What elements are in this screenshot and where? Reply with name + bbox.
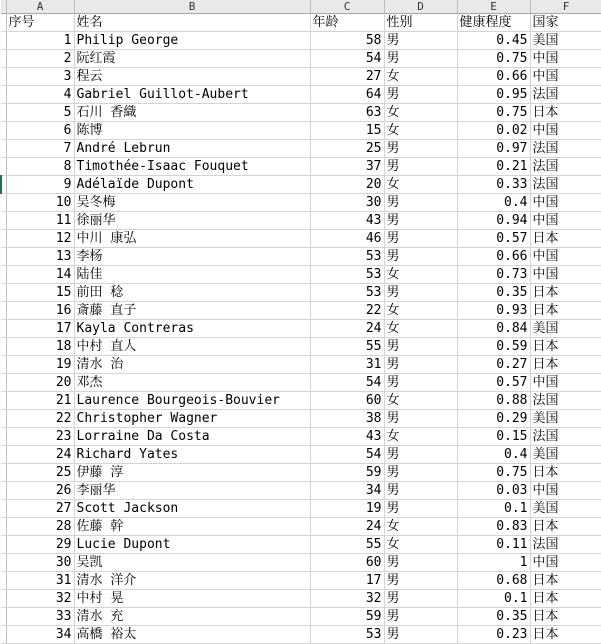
cell-health[interactable]: 0.27	[457, 356, 530, 374]
cell-age[interactable]: 43	[310, 212, 384, 230]
cell-name[interactable]: Gabriel Guillot-Aubert	[74, 86, 310, 104]
cell-name[interactable]: 前田 稔	[74, 284, 310, 302]
cell-index[interactable]: 12	[6, 230, 74, 248]
cell-country[interactable]: 日本	[530, 608, 601, 626]
cell-health[interactable]: 0.75	[457, 50, 530, 68]
cell-gender[interactable]: 女	[384, 68, 457, 86]
cell-name[interactable]: Lucie Dupont	[74, 536, 310, 554]
cell-age[interactable]: 31	[310, 356, 384, 374]
cell-index[interactable]: 1	[6, 32, 74, 50]
cell-name[interactable]: 程云	[74, 68, 310, 86]
cell-name[interactable]: 阮红霞	[74, 50, 310, 68]
cell-index[interactable]: 21	[6, 392, 74, 410]
cell-index[interactable]: 22	[6, 410, 74, 428]
cell-age[interactable]: 24	[310, 518, 384, 536]
table-row	[1, 284, 601, 302]
column-header-c[interactable]: C	[310, 0, 384, 14]
table-row	[1, 446, 601, 464]
cell-age[interactable]: 30	[310, 194, 384, 212]
cell-gender[interactable]: 女	[384, 266, 457, 284]
header-cell-health[interactable]: 健康程度	[457, 14, 530, 32]
cell-age[interactable]: 15	[310, 122, 384, 140]
cell-country[interactable]: 美国	[530, 320, 601, 338]
cell-country[interactable]: 日本	[530, 356, 601, 374]
cell-name[interactable]: Christopher Wagner	[74, 410, 310, 428]
table-row	[1, 428, 601, 446]
table-row	[1, 104, 601, 122]
cell-gender[interactable]: 男	[384, 194, 457, 212]
table-row	[1, 248, 601, 266]
cell-name[interactable]: 陈博	[74, 122, 310, 140]
cell-index[interactable]: 17	[6, 320, 74, 338]
cell-index[interactable]: 19	[6, 356, 74, 374]
cell-name[interactable]: 吴凯	[74, 554, 310, 572]
cell-country[interactable]: 美国	[530, 500, 601, 518]
cell-country[interactable]: 日本	[530, 230, 601, 248]
cell-country[interactable]: 日本	[530, 302, 601, 320]
cell-index[interactable]: 14	[6, 266, 74, 284]
cell-health[interactable]: 0.57	[457, 374, 530, 392]
table-row	[1, 302, 601, 320]
cell-gender[interactable]: 男	[384, 554, 457, 572]
cell-health[interactable]: 0.45	[457, 32, 530, 50]
cell-gender[interactable]: 男	[384, 248, 457, 266]
cell-name[interactable]: Kayla Contreras	[74, 320, 310, 338]
cell-index[interactable]: 33	[6, 608, 74, 626]
table-row	[1, 68, 601, 86]
cell-index[interactable]: 28	[6, 518, 74, 536]
cell-age[interactable]: 59	[310, 464, 384, 482]
cell-index[interactable]: 20	[6, 374, 74, 392]
cell-gender[interactable]: 女	[384, 392, 457, 410]
cell-gender[interactable]: 男	[384, 482, 457, 500]
cell-name[interactable]: 清水 充	[74, 608, 310, 626]
cell-index[interactable]: 6	[6, 122, 74, 140]
cell-country[interactable]: 中国	[530, 50, 601, 68]
cell-age[interactable]: 27	[310, 68, 384, 86]
table-row	[1, 158, 601, 176]
cell-health[interactable]: 0.11	[457, 536, 530, 554]
table-row	[1, 86, 601, 104]
cell-age[interactable]: 59	[310, 608, 384, 626]
cell-health[interactable]: 0.97	[457, 140, 530, 158]
table-row	[1, 410, 601, 428]
cell-health[interactable]: 0.94	[457, 212, 530, 230]
cell-health[interactable]: 0.84	[457, 320, 530, 338]
cell-index[interactable]: 29	[6, 536, 74, 554]
cell-name[interactable]: Scott Jackson	[74, 500, 310, 518]
cell-country[interactable]: 日本	[530, 284, 601, 302]
cell-gender[interactable]: 女	[384, 104, 457, 122]
cell-name[interactable]: 邓杰	[74, 374, 310, 392]
cell-gender[interactable]: 男	[384, 590, 457, 608]
cell-name[interactable]: 徐丽华	[74, 212, 310, 230]
cell-gender[interactable]: 男	[384, 86, 457, 104]
column-header-f[interactable]: F	[530, 0, 601, 14]
cell-gender[interactable]: 男	[384, 158, 457, 176]
cell-country[interactable]: 中国	[530, 482, 601, 500]
column-header-a[interactable]: A	[6, 0, 74, 14]
cell-health[interactable]: 0.66	[457, 68, 530, 86]
cell-health[interactable]: 0.23	[457, 626, 530, 644]
cell-country[interactable]: 法国	[530, 176, 601, 194]
cell-name[interactable]: 陆佳	[74, 266, 310, 284]
cell-age[interactable]: 54	[310, 446, 384, 464]
cell-country[interactable]: 中国	[530, 212, 601, 230]
cell-name[interactable]: 李杨	[74, 248, 310, 266]
cell-index[interactable]: 10	[6, 194, 74, 212]
cell-gender[interactable]: 男	[384, 140, 457, 158]
cell-index[interactable]: 27	[6, 500, 74, 518]
cell-age[interactable]: 60	[310, 392, 384, 410]
table-row	[1, 392, 601, 410]
cell-index[interactable]: 8	[6, 158, 74, 176]
cell-gender[interactable]: 男	[384, 626, 457, 644]
cell-age[interactable]: 32	[310, 590, 384, 608]
cell-country[interactable]: 美国	[530, 32, 601, 50]
cell-age[interactable]: 53	[310, 266, 384, 284]
cell-gender[interactable]: 女	[384, 518, 457, 536]
cell-age[interactable]: 64	[310, 86, 384, 104]
grid-body	[1, 14, 601, 644]
cell-country[interactable]: 日本	[530, 464, 601, 482]
cell-name[interactable]: 中村 直人	[74, 338, 310, 356]
cell-gender[interactable]: 男	[384, 212, 457, 230]
cell-gender[interactable]: 男	[384, 464, 457, 482]
cell-index[interactable]: 26	[6, 482, 74, 500]
cell-country[interactable]: 日本	[530, 518, 601, 536]
cell-country[interactable]: 日本	[530, 590, 601, 608]
cell-health[interactable]: 0.73	[457, 266, 530, 284]
table-row	[1, 230, 601, 248]
cell-country[interactable]: 日本	[530, 572, 601, 590]
cell-age[interactable]: 34	[310, 482, 384, 500]
cell-index[interactable]: 11	[6, 212, 74, 230]
cell-index[interactable]: 4	[6, 86, 74, 104]
cell-health[interactable]: 0.66	[457, 248, 530, 266]
cell-age[interactable]: 38	[310, 410, 384, 428]
cell-country[interactable]: 日本	[530, 104, 601, 122]
table-row	[1, 50, 601, 68]
cell-gender[interactable]: 男	[384, 608, 457, 626]
cell-health[interactable]: 0.88	[457, 392, 530, 410]
cell-name[interactable]: 清水 治	[74, 356, 310, 374]
cell-country[interactable]: 日本	[530, 338, 601, 356]
table-row	[1, 518, 601, 536]
cell-index[interactable]: 32	[6, 590, 74, 608]
cell-age[interactable]: 60	[310, 554, 384, 572]
table-row	[1, 554, 601, 572]
cell-age[interactable]: 53	[310, 248, 384, 266]
cell-country[interactable]: 美国	[530, 410, 601, 428]
cell-country[interactable]: 法国	[530, 140, 601, 158]
cell-health[interactable]: 0.59	[457, 338, 530, 356]
cell-gender[interactable]: 男	[384, 500, 457, 518]
column-header-d[interactable]: D	[384, 0, 457, 14]
cell-health[interactable]: 0.57	[457, 230, 530, 248]
column-header-b[interactable]: B	[74, 0, 310, 14]
cell-gender[interactable]: 女	[384, 122, 457, 140]
table-row	[1, 320, 601, 338]
header-cell-country[interactable]: 国家	[530, 14, 601, 32]
cell-health[interactable]: 0.93	[457, 302, 530, 320]
table-row	[1, 122, 601, 140]
cell-country[interactable]: 法国	[530, 428, 601, 446]
cell-index[interactable]: 18	[6, 338, 74, 356]
table-row	[1, 500, 601, 518]
cell-age[interactable]: 24	[310, 320, 384, 338]
table-row	[1, 212, 601, 230]
cell-country[interactable]: 中国	[530, 122, 601, 140]
cell-gender[interactable]: 男	[384, 32, 457, 50]
cell-country[interactable]: 法国	[530, 536, 601, 554]
cell-name[interactable]: André Lebrun	[74, 140, 310, 158]
cell-country[interactable]: 法国	[530, 86, 601, 104]
cell-age[interactable]: 58	[310, 32, 384, 50]
cell-health[interactable]: 0.33	[457, 176, 530, 194]
column-header-row	[1, 0, 601, 14]
cell-name[interactable]: 高橋 裕太	[74, 626, 310, 644]
cell-gender[interactable]: 男	[384, 230, 457, 248]
table-row	[1, 536, 601, 554]
cell-gender[interactable]: 男	[384, 374, 457, 392]
cell-age[interactable]: 17	[310, 572, 384, 590]
cell-name[interactable]: 斎藤 直子	[74, 302, 310, 320]
table-row	[1, 374, 601, 392]
cell-age[interactable]: 54	[310, 50, 384, 68]
cell-index[interactable]: 25	[6, 464, 74, 482]
cell-index[interactable]: 5	[6, 104, 74, 122]
header-cell-gender[interactable]: 性别	[384, 14, 457, 32]
cell-index[interactable]: 30	[6, 554, 74, 572]
cell-age[interactable]: 63	[310, 104, 384, 122]
cell-index[interactable]: 7	[6, 140, 74, 158]
table-row	[1, 482, 601, 500]
cell-country[interactable]: 美国	[530, 446, 601, 464]
cell-health[interactable]: 0.4	[457, 194, 530, 212]
header-cell-index[interactable]: 序号	[6, 14, 74, 32]
cell-name[interactable]: 中川 康弘	[74, 230, 310, 248]
table-row	[1, 176, 601, 194]
cell-health[interactable]: 0.1	[457, 590, 530, 608]
cell-gender[interactable]: 男	[384, 356, 457, 374]
cell-health[interactable]: 0.21	[457, 158, 530, 176]
cell-name[interactable]: Philip George	[74, 32, 310, 50]
cell-name[interactable]: Laurence Bourgeois-Bouvier	[74, 392, 310, 410]
cell-health[interactable]: 0.35	[457, 284, 530, 302]
cell-age[interactable]: 20	[310, 176, 384, 194]
cell-health[interactable]: 0.68	[457, 572, 530, 590]
header-cell-age[interactable]: 年龄	[310, 14, 384, 32]
cell-gender[interactable]: 男	[384, 572, 457, 590]
cell-gender[interactable]: 男	[384, 410, 457, 428]
cell-name[interactable]: 石川 香織	[74, 104, 310, 122]
table-row	[1, 608, 601, 626]
cell-gender[interactable]: 女	[384, 302, 457, 320]
cell-health[interactable]: 0.83	[457, 518, 530, 536]
cell-name[interactable]: 伊藤 淳	[74, 464, 310, 482]
cell-health[interactable]: 1	[457, 554, 530, 572]
cell-name[interactable]: 佐藤 幹	[74, 518, 310, 536]
table-row	[1, 590, 601, 608]
table-row	[1, 266, 601, 284]
cell-age[interactable]: 55	[310, 536, 384, 554]
table-row	[1, 338, 601, 356]
cell-health[interactable]: 0.35	[457, 608, 530, 626]
header-row	[1, 14, 601, 32]
cell-age[interactable]: 22	[310, 302, 384, 320]
header-cell-name[interactable]: 姓名	[74, 14, 310, 32]
cell-index[interactable]: 9	[6, 176, 74, 194]
cell-gender[interactable]: 女	[384, 176, 457, 194]
cell-country[interactable]: 中国	[530, 266, 601, 284]
cell-age[interactable]: 53	[310, 626, 384, 644]
cell-name[interactable]: Timothée-Isaac Fouquet	[74, 158, 310, 176]
cell-index[interactable]: 3	[6, 68, 74, 86]
cell-age[interactable]: 25	[310, 140, 384, 158]
cell-health[interactable]: 0.75	[457, 104, 530, 122]
cell-country[interactable]: 日本	[530, 626, 601, 644]
cell-name[interactable]: Lorraine Da Costa	[74, 428, 310, 446]
cell-name[interactable]: 吴冬梅	[74, 194, 310, 212]
cell-gender[interactable]: 女	[384, 536, 457, 554]
cell-country[interactable]: 法国	[530, 158, 601, 176]
table-row	[1, 194, 601, 212]
cell-index[interactable]: 23	[6, 428, 74, 446]
cell-age[interactable]: 53	[310, 284, 384, 302]
cell-age[interactable]: 37	[310, 158, 384, 176]
cell-gender[interactable]: 男	[384, 50, 457, 68]
cell-name[interactable]: 清水 洋介	[74, 572, 310, 590]
cell-health[interactable]: 0.02	[457, 122, 530, 140]
cell-country[interactable]: 中国	[530, 554, 601, 572]
cell-index[interactable]: 34	[6, 626, 74, 644]
cell-age[interactable]: 19	[310, 500, 384, 518]
cell-name[interactable]: 中村 晃	[74, 590, 310, 608]
cell-health[interactable]: 0.4	[457, 446, 530, 464]
table-row	[1, 572, 601, 590]
table-row	[1, 626, 601, 644]
cell-health[interactable]: 0.95	[457, 86, 530, 104]
cell-age[interactable]: 54	[310, 374, 384, 392]
cell-gender[interactable]: 男	[384, 338, 457, 356]
table-row	[1, 464, 601, 482]
cell-country[interactable]: 中国	[530, 68, 601, 86]
cell-country[interactable]: 中国	[530, 194, 601, 212]
cell-age[interactable]: 55	[310, 338, 384, 356]
cell-gender[interactable]: 男	[384, 284, 457, 302]
table-row	[1, 32, 601, 50]
column-header-e[interactable]: E	[457, 0, 530, 14]
cell-health[interactable]: 0.75	[457, 464, 530, 482]
cell-index[interactable]: 2	[6, 50, 74, 68]
cell-health[interactable]: 0.15	[457, 428, 530, 446]
cell-age[interactable]: 46	[310, 230, 384, 248]
cell-index[interactable]: 16	[6, 302, 74, 320]
cell-name[interactable]: Adélaïde Dupont	[74, 176, 310, 194]
cell-country[interactable]: 法国	[530, 392, 601, 410]
cell-gender[interactable]: 女	[384, 320, 457, 338]
cell-gender[interactable]: 男	[384, 446, 457, 464]
cell-health[interactable]: 0.03	[457, 482, 530, 500]
cell-index[interactable]: 15	[6, 284, 74, 302]
cell-index[interactable]: 13	[6, 248, 74, 266]
cell-index[interactable]: 31	[6, 572, 74, 590]
cell-index[interactable]: 24	[6, 446, 74, 464]
cell-gender[interactable]: 女	[384, 428, 457, 446]
cell-country[interactable]: 中国	[530, 374, 601, 392]
cell-health[interactable]: 0.29	[457, 410, 530, 428]
cell-country[interactable]: 中国	[530, 248, 601, 266]
cell-name[interactable]: 李丽华	[74, 482, 310, 500]
table-row	[1, 356, 601, 374]
cell-health[interactable]: 0.1	[457, 500, 530, 518]
cell-name[interactable]: Richard Yates	[74, 446, 310, 464]
table-row	[1, 140, 601, 158]
cell-age[interactable]: 43	[310, 428, 384, 446]
